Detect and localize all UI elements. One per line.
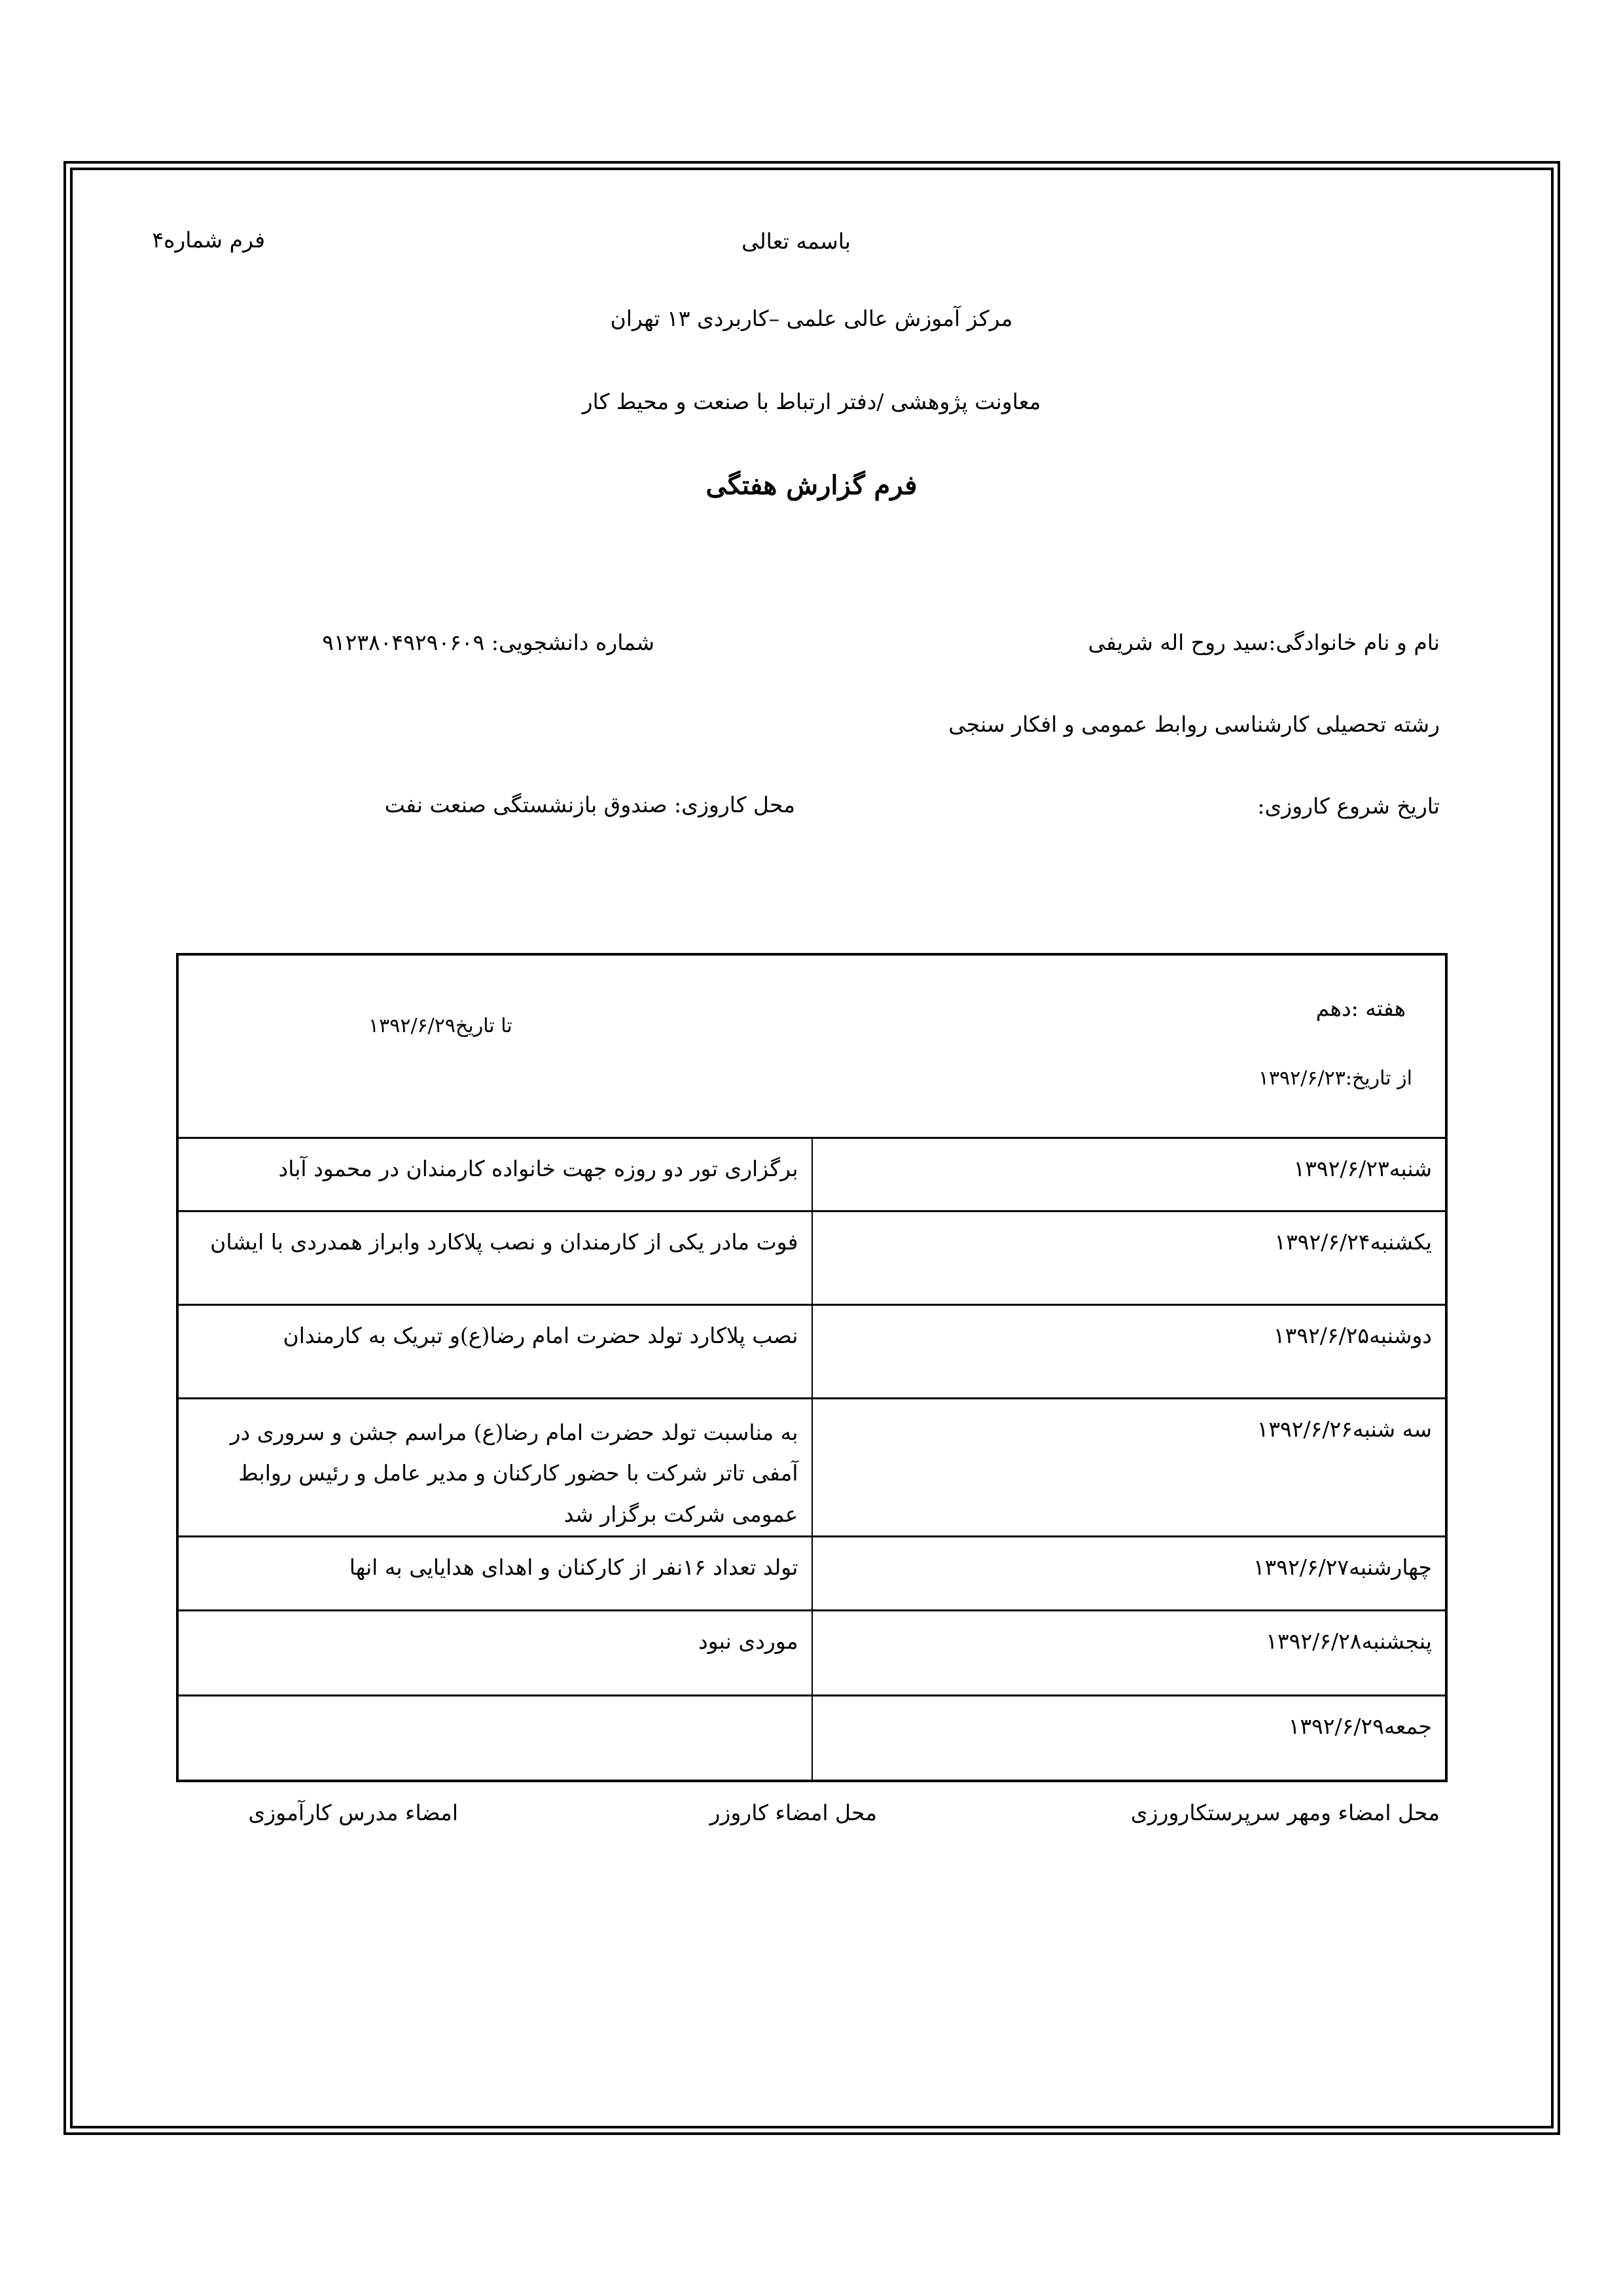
day-cell: یکشنبه۱۳۹۲/۶/۲۴ [812, 1211, 1447, 1304]
day-cell: شنبه۱۳۹۲/۶/۲۳ [812, 1138, 1447, 1211]
from-date: از تاریخ:۱۳۹۲/۶/۲۳ [1258, 1067, 1412, 1090]
activity-cell: نصب پلاکارد تولد حضرت امام رضا(ع)و تبریک به کارمندان [177, 1304, 812, 1398]
institution-name: مرکز آموزش عالی علمی –کاربردی ۱۳ تهران [610, 306, 1013, 331]
activity-cell: فوت مادر یکی از کارمندان و نصب پلاکارد وابراز همدردی با ایشان [177, 1211, 812, 1304]
student-name: نام و نام خانوادگی:سید روح اله شریفی [1088, 630, 1440, 655]
table-row [177, 1536, 1446, 1610]
activity-cell: به مناسبت تولد حضرت امام رضا(ع) مراسم جشن و سروری در آمفی تاتر شرکت با حضور کارکنان و مدیر عامل و رئیس روابط عمومی شرکت برگزار شد [177, 1398, 812, 1536]
activity-cell [177, 1695, 812, 1781]
week-label: هفته :دهم [1315, 996, 1406, 1021]
day-cell: جمعه۱۳۹۲/۶/۲۹ [812, 1695, 1447, 1781]
instructor-signature-label: امضاء مدرس کارآموزی [248, 1800, 458, 1825]
student-number: شماره دانشجویی: ۹۱۲۳۸۰۴۹۲۹۰۶۰۹ [322, 630, 654, 655]
page-title: فرم گزارش هفتگی [705, 470, 918, 501]
internship-location: محل کاروزی: صندوق بازنشستگی صنعت نفت [384, 792, 795, 817]
day-cell: دوشنبه۱۳۹۲/۶/۲۵ [812, 1304, 1447, 1398]
table-row [177, 1211, 1446, 1304]
department-name: معاونت پژوهشی /دفتر ارتباط با صنعت و محیط کار [582, 389, 1041, 414]
day-cell: سه شنبه۱۳۹۲/۶/۲۶ [812, 1398, 1447, 1536]
table-row [177, 1695, 1446, 1781]
table-row [177, 1304, 1446, 1398]
internship-start-date: تاریخ شروع کاروزی: [1257, 793, 1440, 819]
supervisor-signature-label: محل امضاء ومهر سرپرستکارورزی [1130, 1800, 1440, 1825]
table-row [177, 1610, 1446, 1695]
week-header-row [177, 954, 1446, 1138]
weekly-report-table [176, 953, 1448, 1782]
activity-cell: تولد تعداد ۱۶نفر از کارکنان و اهدای هدایایی به انها [177, 1536, 812, 1610]
basmala: باسمه تعالی [741, 228, 851, 254]
day-cell: چهارشنبه۱۳۹۲/۶/۲۷ [812, 1536, 1447, 1610]
to-date: تا تاریخ۱۳۹۲/۶/۲۹ [368, 1014, 512, 1037]
day-cell: پنجشنبه۱۳۹۲/۶/۲۸ [812, 1610, 1447, 1695]
activity-cell: موردی نبود [177, 1610, 812, 1695]
activity-cell: برگزاری تور دو روزه جهت خانواده کارمندان در محمود آباد [177, 1138, 812, 1211]
field-of-study: رشته تحصیلی کارشناسی روابط عمومی و افکار سنجی [948, 711, 1440, 737]
intern-signature-label: محل امضاء کاروزر [709, 1800, 877, 1825]
form-number: فرم شماره۴ [152, 227, 265, 253]
table-row [177, 1398, 1446, 1536]
table-row [177, 1138, 1446, 1211]
week-header-cell [177, 954, 1446, 1138]
